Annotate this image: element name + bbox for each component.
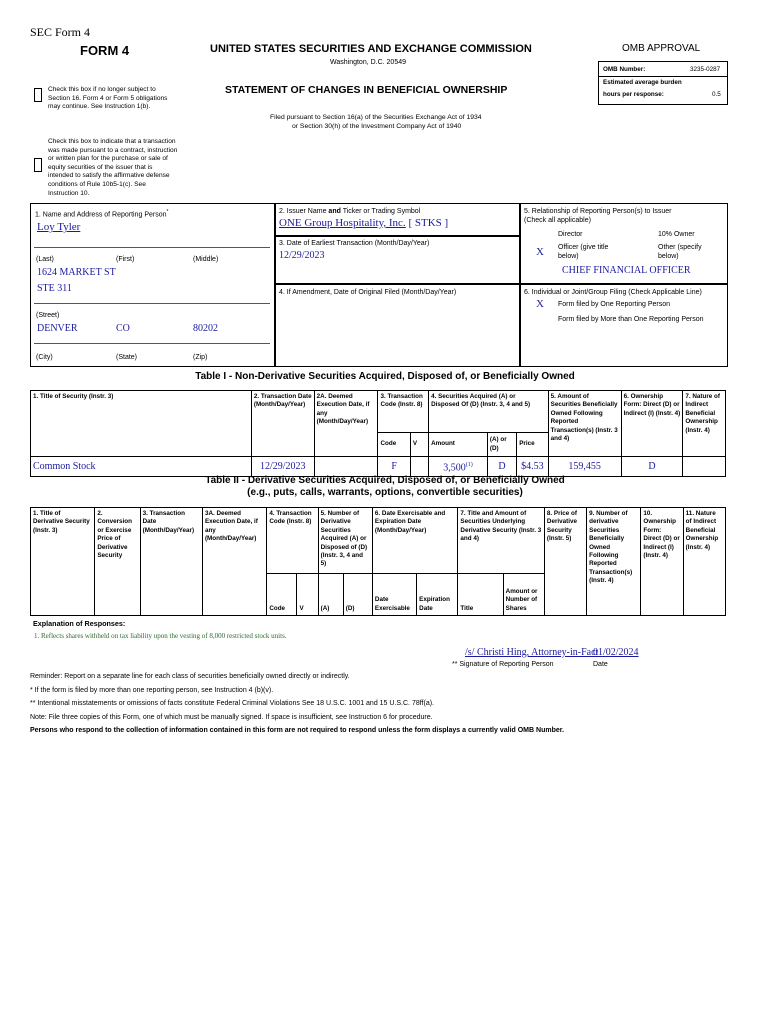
t1-nature	[683, 457, 726, 477]
issuer-label: 2. Issuer Name and Ticker or Trading Symbol	[279, 208, 421, 215]
street-line	[34, 303, 270, 304]
t2-h-conversion: 2. Conversion or Exercise Price of Derivative Security	[95, 508, 140, 616]
table-row	[31, 457, 726, 477]
zip-value: 80202	[193, 323, 218, 334]
more-persons-label: Form filed by More than One Reporting Person	[558, 316, 704, 323]
t2-h-exercisable: 6. Date Exercisable and Expiration Date (Month/Day/Year)	[372, 508, 458, 574]
t1-h-code-sub: Code	[378, 433, 410, 457]
earliest-date-label: 3. Date of Earliest Transaction (Month/Day/Year)	[279, 240, 430, 247]
ten-pct-label: 10% Owner	[658, 231, 695, 238]
omb-hours: 0.5	[712, 91, 721, 98]
t1-footnote-ref: (1)	[465, 462, 473, 468]
name-line	[34, 247, 270, 248]
t1-h-owned: 5. Amount of Securities Beneficially Owned Following Reported Transaction(s) (Instr. 3 and 4)	[548, 391, 621, 457]
t2-h-a: (A)	[318, 574, 343, 616]
t2-h-underlying: 7. Title and Amount of Securities Underlying Derivative Security (Instr. 3 and 4)	[458, 508, 544, 574]
t2-h-date-exercisable: Date Exercisable	[372, 574, 416, 616]
t2-h-d: (D)	[343, 574, 372, 616]
t1-v	[410, 457, 428, 477]
officer-x-mark[interactable]: X	[536, 246, 544, 258]
t1-h-form: 6. Ownership Form: Direct (D) or Indirect (I) (Instr. 4)	[621, 391, 683, 457]
other-label: Other (specify below)	[658, 244, 702, 260]
t1-owned: 159,455	[548, 457, 621, 477]
ticker-symbol: STKS	[414, 217, 442, 229]
filed-pursuant-2: or Section 30(h) of the Investment Company Act of 1940	[292, 123, 462, 130]
one-person-label: Form filed by One Reporting Person	[558, 301, 671, 308]
signature-label: ** Signature of Reporting Person	[452, 661, 554, 668]
omb-hours-label: hours per response:	[603, 91, 664, 98]
t1-security: Common Stock	[31, 457, 252, 477]
t2-h-nature: 11. Nature of Indirect Beneficial Ownership (Instr. 4)	[683, 508, 725, 616]
t1-h-security: 1. Title of Security (Instr. 3)	[31, 391, 252, 457]
state-value: CO	[116, 323, 130, 334]
t2-h-form: 10. Ownership Form: Direct (D) or Indirect (I) (Instr. 4)	[641, 508, 683, 616]
filed-pursuant-1: Filed pursuant to Section 16(a) of the Securities Exchange Act of 1934	[270, 114, 482, 121]
date-label: Date	[593, 661, 608, 668]
amendment-label: 4. If Amendment, Date of Original Filed (Month/Day/Year)	[279, 289, 457, 296]
t2-h-title: 1. Title of Derivative Security (Instr. 3)	[31, 508, 95, 616]
middle-label: (Middle)	[193, 256, 219, 263]
t1-amount-cell	[429, 457, 488, 477]
t1-code: F	[378, 457, 410, 477]
table2-subtitle: (e.g., puts, calls, warrants, options, convertible securities)	[247, 487, 523, 498]
section16-text: Check this box if no longer subject to Section 16. Form 4 or Form 5 obligations may continue. See Instruction 1(b).	[48, 86, 168, 111]
street-1: 1624 MARKET ST	[37, 267, 116, 278]
t1-h-nature: 7. Nature of Indirect Beneficial Ownership (Instr. 4)	[683, 391, 726, 457]
t1-date: 12/29/2023	[251, 457, 314, 477]
t1-h-acquired: 4. Securities Acquired (A) or Disposed Of (D) (Instr. 3, 4 and 5)	[429, 391, 549, 433]
reporting-person-label: 1. Name and Address of Reporting Person*	[35, 209, 169, 219]
table2-title: Table II - Derivative Securities Acquired, Disposed of, or Beneficially Owned	[205, 475, 565, 486]
t1-h-code: 3. Transaction Code (Instr. 8)	[378, 391, 429, 433]
t1-h-aord: (A) or (D)	[487, 433, 516, 457]
t2-h-deemed: 3A. Deemed Execution Date, if any (Month/Day/Year)	[202, 508, 266, 616]
table2	[30, 507, 726, 616]
rule10b5-checkbox[interactable]	[34, 158, 42, 172]
omb-divider	[598, 76, 727, 77]
t2-h-expiration: Expiration Date	[417, 574, 458, 616]
issuer-name-link[interactable]: ONE Group Hospitality, Inc.	[279, 217, 406, 229]
omb-title: OMB APPROVAL	[622, 43, 701, 54]
instruction-star2: ** Intentional misstatements or omissions of facts constitute Federal Criminal Violations See 18 U.S.C. 1001 and 15 U.S.C. 78ff(a).	[30, 700, 434, 707]
first-label: (First)	[116, 256, 135, 263]
sec-form-label: SEC Form 4	[30, 25, 91, 39]
officer-label: Officer (give title below)	[558, 244, 609, 260]
street-label: (Street)	[36, 312, 60, 319]
t2-h-underlying-amount: Amount or Number of Shares	[503, 574, 544, 616]
statement-title: STATEMENT OF CHANGES IN BENEFICIAL OWNERSHIP	[225, 84, 508, 96]
signature-link[interactable]: /s/ Christi Hing, Attorney-in-Fact	[465, 647, 599, 658]
state-label: (State)	[116, 354, 138, 361]
t1-aord: D	[487, 457, 516, 477]
t2-h-price: 8. Price of Derivative Security (Instr. 5)	[544, 508, 586, 616]
omb-burden-label: Estimated average burden	[603, 79, 682, 86]
t2-h-v: V	[297, 574, 318, 616]
agency-city: Washington, D.C. 20549	[330, 59, 407, 66]
relationship-label: 5. Relationship of Reporting Person(s) to Issuer	[524, 208, 672, 215]
t2-h-underlying-title: Title	[458, 574, 503, 616]
omb-number: 3235-0287	[690, 66, 721, 73]
t1-h-date: 2. Transaction Date (Month/Day/Year)	[251, 391, 314, 457]
reporting-person-name[interactable]: Loy Tyler	[37, 221, 81, 233]
agency-title: UNITED STATES SECURITIES AND EXCHANGE COMMISSION	[210, 43, 532, 55]
persons-text: Persons who respond to the collection of information contained in this form are not required to respond unless the form displays a currently valid OMB Number.	[30, 727, 565, 734]
signature-date[interactable]: 01/02/2024	[593, 647, 639, 658]
t1-price: $4.53	[517, 457, 548, 477]
rule10b5-text: Check this box to indicate that a transaction was made pursuant to a contract, instruction or written plan for the purchase or sale of equity securities of the issuer that is intended to satisfy the affirmative defense conditions of Rule 10b5-1(c). See Instruction 10.	[48, 138, 178, 197]
explanation-heading: Explanation of Responses:	[33, 619, 126, 628]
omb-number-label: OMB Number:	[603, 66, 646, 73]
t2-h-code: 4. Transaction Code (Instr. 8)	[267, 508, 318, 574]
issuer-value: ONE Group Hospitality, Inc. [ STKS ]	[279, 217, 449, 229]
table1-title: Table I - Non-Derivative Securities Acquired, Disposed of, or Beneficially Owned	[195, 371, 575, 382]
t2-h-owned: 9. Number of derivative Securities Beneficially Owned Following Reported Transaction(s) (Instr. 4)	[587, 508, 641, 616]
earliest-date-value: 12/29/2023	[279, 250, 325, 261]
t2-h-code-sub: Code	[267, 574, 297, 616]
instruction-star1: * If the form is filed by more than one reporting person, see Instruction 4 (b)(v).	[30, 687, 274, 694]
t2-h-number: 5. Number of Derivative Securities Acquired (A) or Disposed of (D) (Instr. 3, 4 and 5)	[318, 508, 372, 574]
relationship-sub: (Check all applicable)	[524, 217, 591, 224]
form-title: FORM 4	[80, 43, 130, 58]
zip-label: (Zip)	[193, 354, 208, 361]
director-label: Director	[558, 231, 583, 238]
table1	[30, 390, 726, 477]
note-text: Note: File three copies of this Form, one of which must be manually signed. If space is insufficient, see Instruction 6 for procedure.	[30, 714, 433, 721]
city-label: (City)	[36, 354, 53, 361]
street-2: STE 311	[37, 283, 72, 294]
t1-h-amount: Amount	[429, 433, 488, 457]
one-person-x-mark[interactable]: X	[536, 298, 544, 310]
section16-checkbox[interactable]	[34, 88, 42, 102]
city-value: DENVER	[37, 323, 78, 334]
footnote-1: 1. Reflects shares withheld on tax liability upon the vesting of 8,000 restricted stock units.	[34, 632, 287, 640]
t1-amount: 3,500	[443, 462, 466, 474]
t1-h-v: V	[410, 433, 428, 457]
filing-label: 6. Individual or Joint/Group Filing (Check Applicable Line)	[524, 289, 702, 296]
t1-h-price: Price	[517, 433, 548, 457]
last-label: (Last)	[36, 256, 54, 263]
reminder-text: Reminder: Report on a separate line for each class of securities beneficially owned directly or indirectly.	[30, 673, 350, 680]
officer-title: CHIEF FINANCIAL OFFICER	[562, 265, 691, 276]
t2-h-date: 3. Transaction Date (Month/Day/Year)	[140, 508, 202, 616]
t1-deemed	[314, 457, 378, 477]
t1-h-deemed: 2A. Deemed Execution Date, if any (Month/Day/Year)	[314, 391, 378, 457]
city-line	[34, 343, 270, 344]
t1-form: D	[621, 457, 683, 477]
